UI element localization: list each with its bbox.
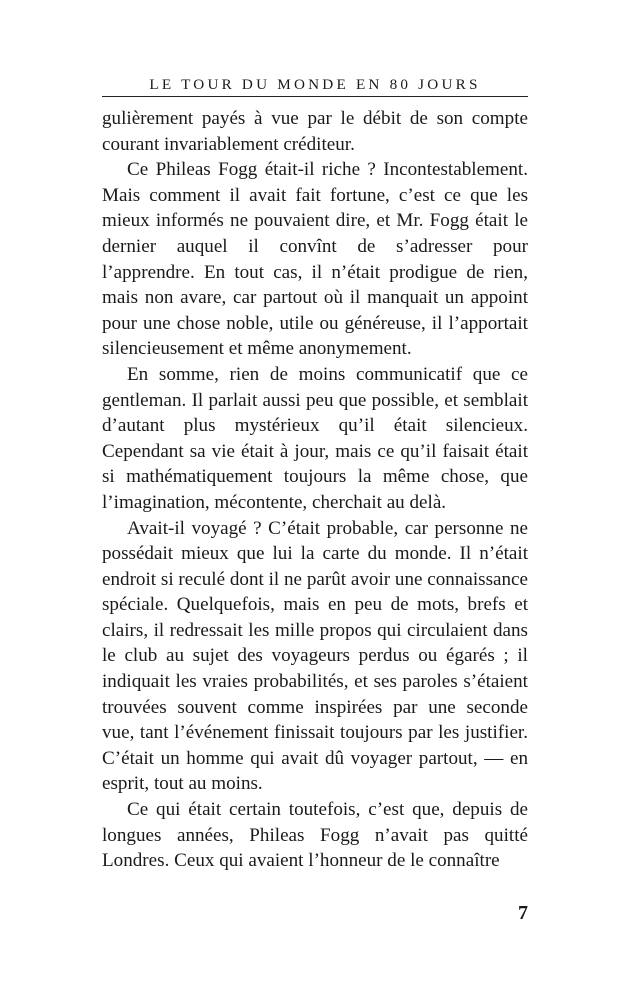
paragraph: Ce qui était certain toutefois, c’est que, depuis de longues années, Phileas Fogg n’avait pas quitté Londres. Ceux qui avaient l’honneur de le connaître — [102, 799, 528, 872]
running-head: LE TOUR DU MONDE EN 80 JOURS — [102, 76, 528, 97]
paragraph: Ce Phileas Fogg était-il riche ? Incontestablement. Mais comment il avait fait fortune, c’est ce que les mieux informés ne pouvaient dire, et Mr. Fogg était le dernier auquel il convînt de s’adresser pour l’apprendre. En tout cas, il n’était prodigue de rien, mais non avare, car partout où il manquait un appoint pour une chose noble, utile ou généreuse, il l’apportait silencieusement et même anonymement. — [102, 159, 528, 360]
book-page — [102, 76, 528, 874]
paragraph-continued: gulièrement payés à vue par le débit de son compte courant invariablement créditeur. — [102, 108, 528, 155]
paragraph: En somme, rien de moins communicatif que ce gentleman. Il parlait aussi peu que possible, et semblait d’autant plus mystérieux qu’il était silencieux. Cependant sa vie était à jour, mais ce qu’il faisait était si mathématiquement toujours la même chose, que l’imagination, mécontente, cherchait au delà. — [102, 363, 528, 513]
paragraph: Avait-il voyagé ? C’était probable, car personne ne possédait mieux que lui la carte du monde. Il n’était endroit si reculé dont il ne parût avoir une connaissance spéciale. Quelquefois, mais en peu de mots, brefs et clairs, il redressait les mille propos qui circulaient dans le club au sujet des voyageurs perdus ou égarés ; il indiquait les vraies probabilités, et ses paroles s’étaient trouvées souvent comme inspirées par une seconde vue, tant l’événement finissait toujours par les justifier. C’était un homme qui avait dû voyager partout, — en esprit, tout au moins. — [102, 517, 528, 795]
body-text — [102, 106, 528, 874]
page-number: 7 — [518, 902, 528, 924]
